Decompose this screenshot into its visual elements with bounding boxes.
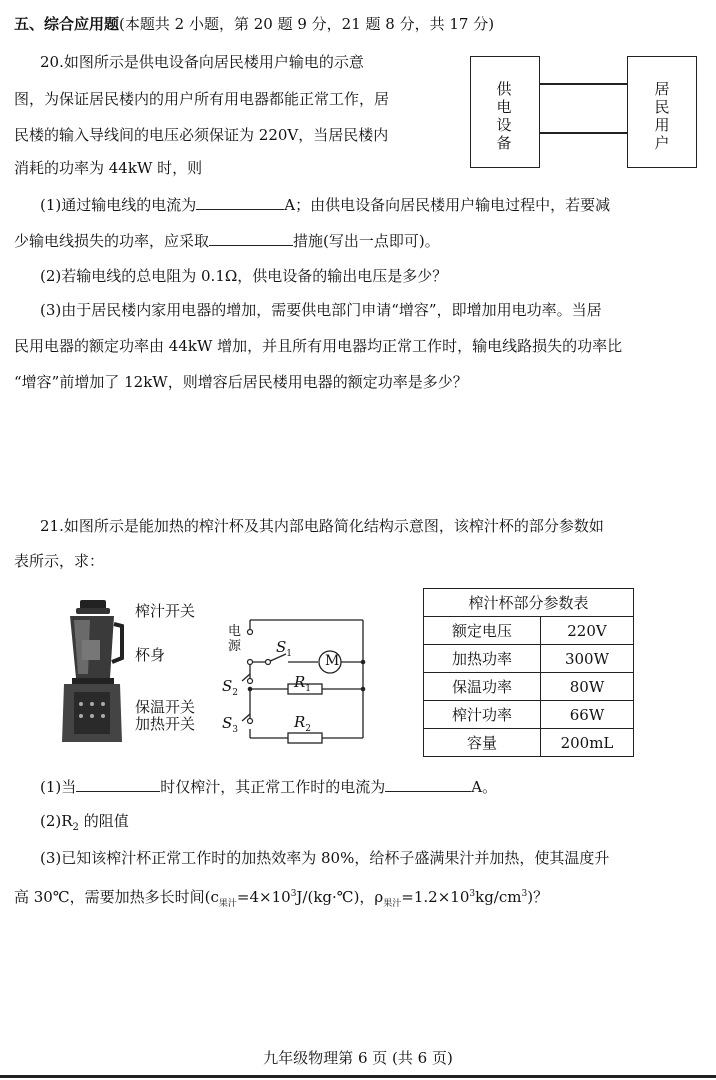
q21-line-1: 21.如图所示是能加热的榨汁杯及其内部电路简化结构示意图，该榨汁杯的部分参数如 bbox=[40, 517, 604, 535]
power-supply-label: 供电设备 bbox=[496, 80, 512, 152]
q21-p1-text-a: (1)当 bbox=[40, 778, 77, 796]
table-row bbox=[424, 729, 634, 757]
table-row bbox=[424, 617, 634, 645]
q21-p2-subscript: 2 bbox=[72, 822, 79, 833]
q21-part3-line1: (3)已知该榨汁杯正常工作时的加热效率为 80%，给杯子盛满果汁并加热，使其温度升 bbox=[40, 849, 610, 867]
q20-p1-text-d: 措施(写出一点即可)。 bbox=[293, 232, 440, 250]
s2-subscript: 2 bbox=[232, 688, 239, 698]
s2-label bbox=[222, 676, 238, 703]
q21-p3-text-c: J/(kg·℃)，ρ bbox=[296, 888, 384, 906]
s1-label bbox=[276, 637, 292, 664]
q20-part2: (2)若输电线的总电阻为 0.1Ω，供电设备的输出电压是多少？ bbox=[40, 267, 448, 285]
q21-p1-text-b: 时仅榨汁，其正常工作时的电流为 bbox=[160, 778, 386, 796]
r2-letter: R bbox=[294, 713, 306, 731]
q21-p3-sub-juice-1: 果汁 bbox=[218, 899, 237, 909]
q20-line-1: 20.如图所示是供电设备向居民楼用户输电的示意 bbox=[40, 53, 364, 71]
q21-p3-text-f: )？ bbox=[527, 888, 549, 906]
q20-p1-text-b: A；由供电设备向居民楼用户输电过程中，若要减 bbox=[284, 196, 611, 214]
s2-letter: S bbox=[222, 677, 233, 695]
param-value: 200mL bbox=[541, 729, 634, 757]
q21-line-2: 表所示，求： bbox=[14, 552, 105, 570]
bottom-rule bbox=[0, 1075, 716, 1078]
s3-label bbox=[222, 713, 238, 740]
table-row bbox=[424, 645, 634, 673]
power-source-label: 电源 bbox=[228, 624, 242, 654]
s3-subscript: 3 bbox=[232, 725, 239, 735]
param-name: 加热功率 bbox=[424, 645, 541, 673]
q21-p3-text-d: =1.2×10 bbox=[401, 888, 470, 906]
juicer-illustration bbox=[56, 600, 126, 745]
q20-part3-line2: 民用电器的额定功率由 44kW 增加，并且所有用电器均正常工作时，输电线路损失的功率比 bbox=[14, 337, 623, 355]
q21-switch-blank[interactable] bbox=[76, 776, 160, 792]
section-title: 五、综合应用题 bbox=[14, 15, 120, 33]
q21-p3-sub-juice-2: 果汁 bbox=[383, 899, 402, 909]
q21-p3-text-b: =4×10 bbox=[236, 888, 291, 906]
cup-body-label: 杯身 bbox=[135, 646, 166, 664]
r1-letter: R bbox=[294, 673, 306, 691]
q21-p3-sup-3: 3 bbox=[521, 889, 528, 899]
table-row bbox=[424, 673, 634, 701]
r2-subscript: 2 bbox=[305, 724, 312, 734]
transmission-wire-bottom bbox=[540, 132, 628, 134]
q21-p3-text-e: kg/cm bbox=[475, 888, 522, 906]
residents-label: 居民用户 bbox=[654, 80, 670, 152]
q20-current-blank[interactable] bbox=[196, 194, 284, 210]
param-value: 220V bbox=[541, 617, 634, 645]
param-value: 300W bbox=[541, 645, 634, 673]
page-footer: 九年级物理第 6 页 (共 6 页) bbox=[263, 1049, 453, 1067]
juice-switch-label: 榨汁开关 bbox=[135, 602, 196, 620]
q21-p3-sup-1: 3 bbox=[290, 889, 297, 899]
r2-label bbox=[294, 712, 311, 739]
q21-p2-text-b: 的阻值 bbox=[78, 812, 129, 830]
q21-part2 bbox=[40, 811, 129, 838]
q21-current-blank[interactable] bbox=[385, 776, 471, 792]
q20-part3-line3: “增容”前增加了 12kW，则增容后居民楼用电器的额定功率是多少？ bbox=[14, 373, 468, 391]
table-title: 榨汁杯部分参数表 bbox=[424, 589, 634, 617]
r1-label bbox=[294, 672, 311, 699]
keep-warm-switch-label: 保温开关 bbox=[135, 698, 196, 716]
q21-p3-sup-2: 3 bbox=[469, 889, 476, 899]
s1-subscript: 1 bbox=[286, 649, 293, 659]
q20-line-3: 民楼的输入导线间的电压必须保证为 220V，当居民楼内 bbox=[14, 126, 389, 144]
motor-label: M bbox=[325, 653, 340, 669]
table-row bbox=[424, 701, 634, 729]
q20-measure-blank[interactable] bbox=[209, 230, 293, 246]
q20-part3-line1: (3)由于居民楼内家用电器的增加，需要供电部门申请“增容”，即增加用电功率。当居 bbox=[40, 301, 602, 319]
param-name: 榨汁功率 bbox=[424, 701, 541, 729]
section-heading bbox=[14, 14, 494, 34]
param-name: 保温功率 bbox=[424, 673, 541, 701]
q20-line-2: 图，为保证居民楼内的用户所有用电器都能正常工作，居 bbox=[14, 90, 390, 108]
q21-part1 bbox=[40, 776, 497, 797]
s1-letter: S bbox=[276, 638, 287, 656]
q21-p1-text-c: A。 bbox=[471, 778, 498, 796]
param-value: 66W bbox=[541, 701, 634, 729]
s3-letter: S bbox=[222, 714, 233, 732]
q21-p2-text-a: (2)R bbox=[40, 812, 73, 830]
param-name: 容量 bbox=[424, 729, 541, 757]
param-value: 80W bbox=[541, 673, 634, 701]
section-note: (本题共 2 小题，第 20 题 9 分，21 题 8 分，共 17 分) bbox=[119, 15, 495, 33]
transmission-wire-top bbox=[540, 83, 628, 85]
q20-p1-text-c: 少输电线损失的功率，应采取 bbox=[14, 232, 210, 250]
r1-subscript: 1 bbox=[305, 684, 312, 694]
table-title-row bbox=[424, 589, 634, 617]
q20-line-4: 消耗的功率为 44kW 时，则 bbox=[14, 159, 203, 177]
q21-p3-text-a: 高 30℃，需要加热多长时间(c bbox=[14, 888, 219, 906]
param-name: 额定电压 bbox=[424, 617, 541, 645]
heating-switch-label: 加热开关 bbox=[135, 715, 196, 733]
q21-part3-line2 bbox=[14, 884, 548, 914]
q20-p1-text-a: (1)通过输电线的电流为 bbox=[40, 196, 197, 214]
juicer-parameter-table bbox=[423, 588, 634, 757]
q20-part1-line2 bbox=[14, 230, 440, 251]
q20-part1-line1 bbox=[40, 194, 610, 215]
